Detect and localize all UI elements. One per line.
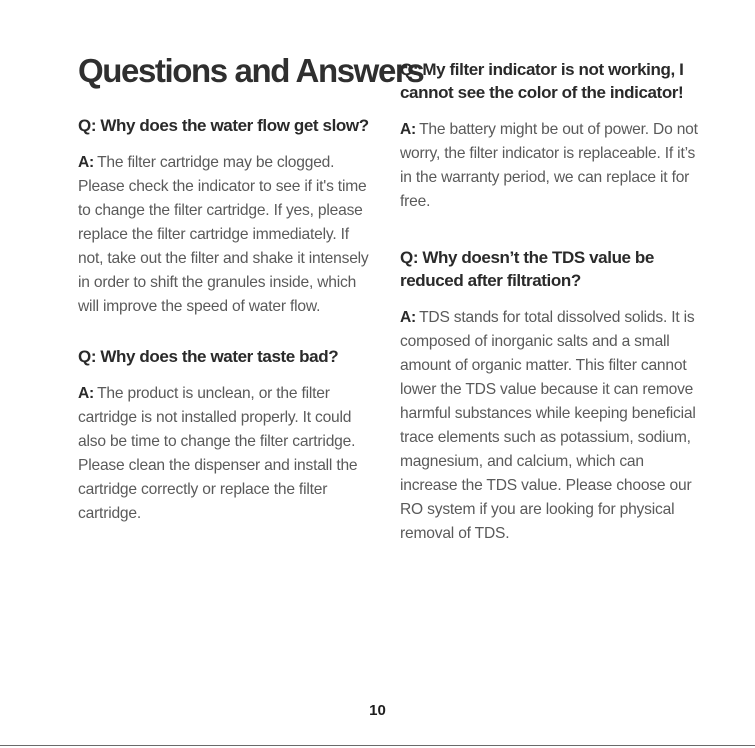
question-heading: Q: Why doesn’t the TDS value be reduced after filtration?	[400, 248, 654, 290]
page-number: 10	[369, 702, 386, 719]
question-heading: Q: Why does the water flow get slow?	[78, 116, 369, 135]
qa-block-filter-indicator	[400, 58, 700, 214]
answer-prefix: A:	[78, 154, 95, 171]
answer-text	[78, 382, 370, 526]
qa-block-water-flow	[78, 114, 370, 319]
qa-block-tds-value	[400, 246, 700, 546]
question-heading: Q: Why does the water taste bad?	[78, 347, 339, 366]
answer-body: TDS stands for total dissolved solids. It is composed of inorganic salts and a small amount of organic matter. This filter cannot lower the TDS value because it can remove harmful substances while keeping beneficial trace elements such as potassium, sodium, magnesium, and calcium, which can increase the TDS value. Please choose our RO system if you are looking for physical removal of TDS.	[400, 309, 696, 542]
answer-body: The product is unclean, or the filter cartridge is not installed properly. It could also be time to change the filter cartridge. Please clean the dispenser and install the cartridge correctly or replace the filter cartridge.	[78, 385, 358, 522]
page-title: Questions and Answers	[78, 52, 424, 89]
answer-text	[400, 118, 700, 214]
answer-prefix: A:	[78, 385, 95, 402]
answer-prefix: A:	[400, 121, 417, 138]
qa-block-water-taste	[78, 345, 370, 526]
answer-body: The filter cartridge may be clogged. Please check the indicator to see if it's time to change the filter cartridge. If yes, please replace the filter cartridge immediately. If not, take out the filter and shake it intensely in order to shift the granules inside, which will improve the speed of water flow.	[78, 154, 369, 315]
answer-body: The battery might be out of power. Do not worry, the filter indicator is replaceable. If it’s in the warranty period, we can replace it for free.	[400, 121, 698, 210]
answer-text	[78, 151, 370, 319]
question-heading: Q: My filter indicator is not working, I cannot see the color of the indicator!	[400, 60, 684, 102]
answer-prefix: A:	[400, 309, 417, 326]
bottom-divider	[0, 745, 755, 746]
answer-text	[400, 306, 700, 546]
